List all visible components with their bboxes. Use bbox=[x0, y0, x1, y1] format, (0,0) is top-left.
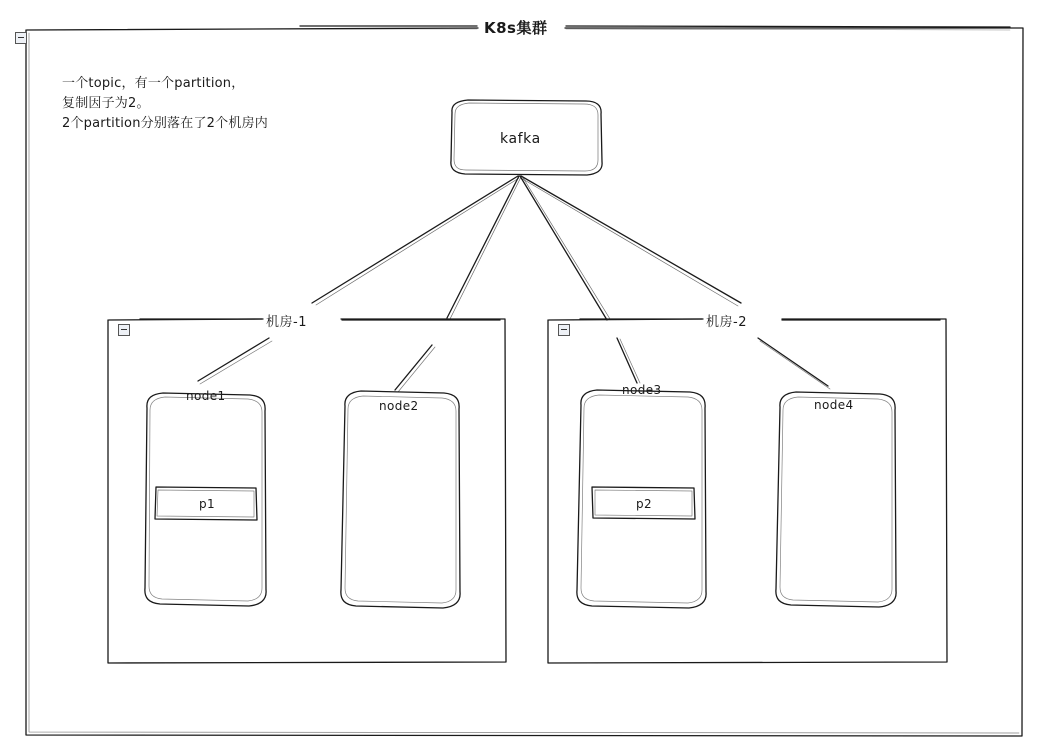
edge-kafka-node2-b bbox=[450, 177, 521, 319]
group-title-2: 机房-2 bbox=[706, 315, 747, 330]
node-label-node3: node3 bbox=[622, 383, 662, 397]
edge-kafka-node3 bbox=[520, 176, 607, 320]
note-line-3: 2个partition分别落在了2个机房内 bbox=[62, 116, 268, 131]
node-label-node2: node2 bbox=[379, 399, 419, 413]
node2-box bbox=[341, 391, 460, 608]
leader-node2 bbox=[395, 345, 432, 390]
leader-node4-b bbox=[760, 341, 830, 389]
diagram-title: K8s集群 bbox=[484, 19, 548, 37]
kafka-label: kafka bbox=[500, 131, 541, 147]
node-label-node1: node1 bbox=[186, 389, 226, 403]
collapse-icon-group1[interactable] bbox=[118, 324, 130, 336]
node4-box bbox=[776, 392, 896, 607]
node-label-node4: node4 bbox=[814, 398, 854, 412]
edge-kafka-node3-b bbox=[522, 176, 610, 319]
collapse-icon-group2[interactable] bbox=[558, 324, 570, 336]
outer-title-rule-right bbox=[566, 26, 1010, 27]
edge-kafka-node4-b bbox=[521, 178, 738, 306]
leader-node3-b bbox=[620, 339, 640, 383]
node2-box-inner bbox=[345, 396, 456, 603]
edge-kafka-node4 bbox=[521, 176, 741, 303]
leader-node2-b bbox=[398, 347, 435, 392]
group2-frame bbox=[548, 319, 947, 663]
group-title-1: 机房-1 bbox=[266, 315, 307, 330]
outer-title-rule-right2 bbox=[566, 29, 1010, 30]
leader-node1-b bbox=[200, 341, 272, 384]
leader-node3 bbox=[617, 338, 637, 383]
partition-label-p2: p2 bbox=[636, 497, 653, 511]
collapse-icon-outer[interactable] bbox=[15, 32, 27, 44]
group1-frame bbox=[108, 319, 506, 663]
leader-node4 bbox=[758, 338, 828, 386]
leader-node1 bbox=[198, 338, 269, 381]
partition-label-p1: p1 bbox=[199, 497, 216, 511]
note-line-1: 一个topic，有一个partition， bbox=[62, 76, 245, 91]
note-line-2: 复制因子为2。 bbox=[62, 96, 150, 111]
node4-box-inner bbox=[780, 397, 892, 602]
